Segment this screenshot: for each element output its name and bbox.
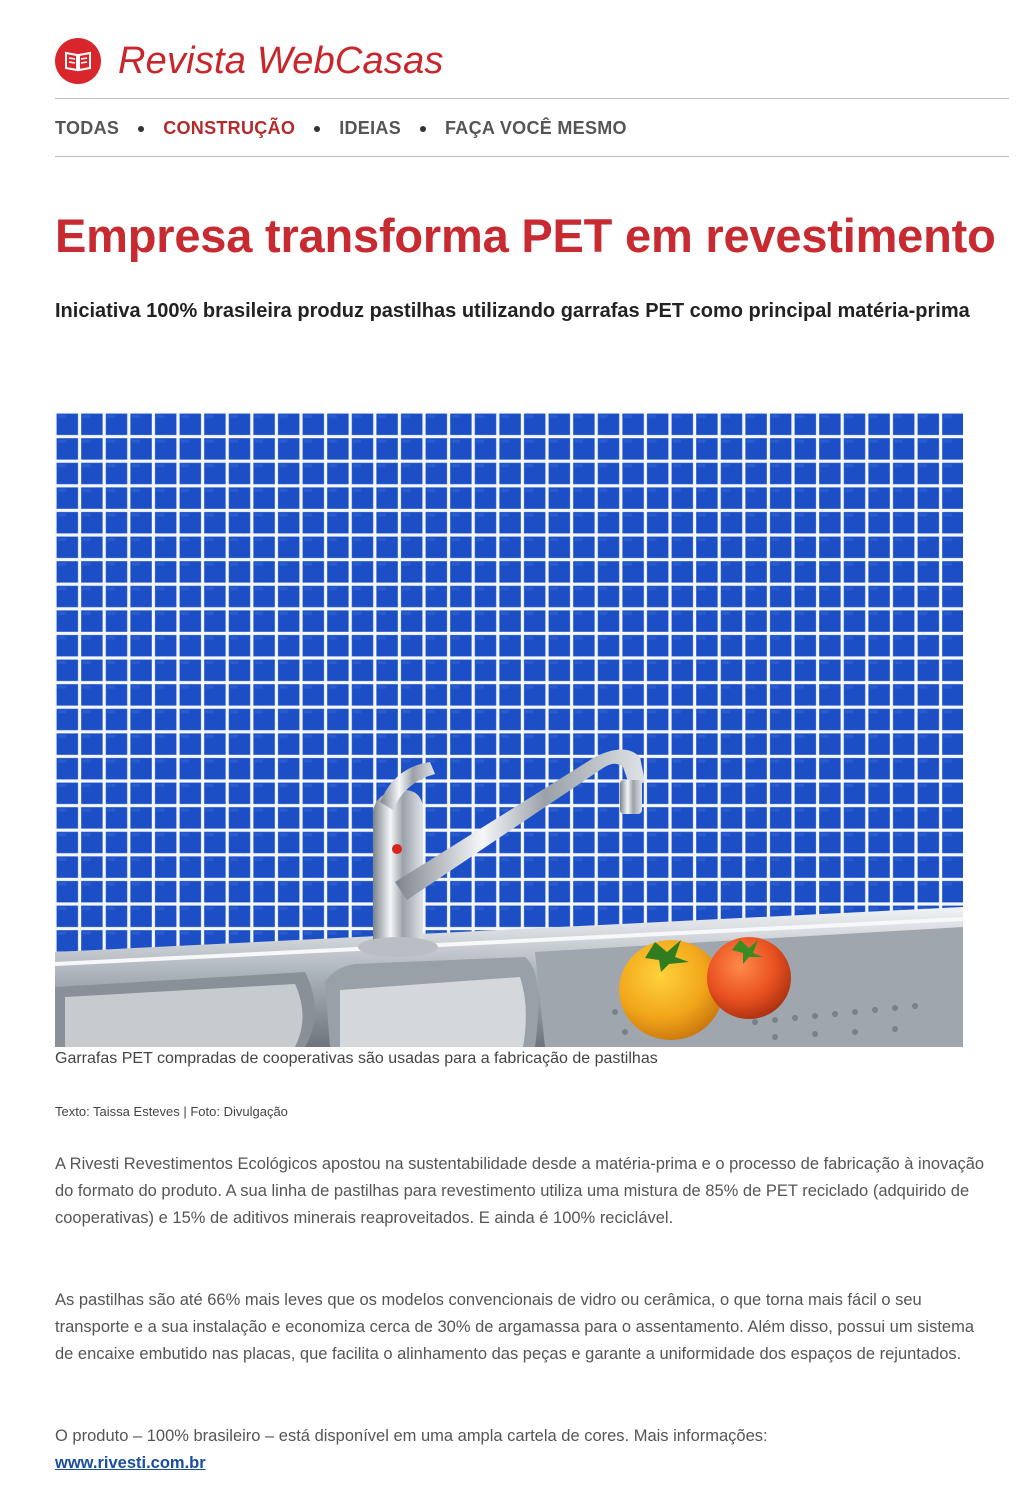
article-paragraph: A Rivesti Revestimentos Ecológicos apostou na sustentabilidade desde a matéria-prima e o processo de fabricação à inovação do formato do produto. A sua linha de pastilhas para revestimento utiliza uma mistura de 85% de PET reciclado (adquirido de cooperativas) e 15% de aditivos minerais reaproveitados. E ainda é 100% reciclável. [55,1155,985,1227]
paragraph-text: O produto – 100% brasileiro – está disponível em uma ampla cartela de cores. Mais informações: [55,1427,768,1445]
nav-item-construcao[interactable]: CONSTRUÇÃO [163,118,296,138]
article-paragraph [55,1423,995,1477]
article-credit: Texto: Taissa Esteves | Foto: Divulgação [55,1104,288,1119]
rivesti-link[interactable]: www.rivesti.com.br [55,1454,206,1472]
article-headline: Empresa transforma PET em revestimento [55,209,996,262]
nav-separator [420,126,426,132]
nav-separator [138,126,144,132]
nav-item-todas[interactable]: TODAS [55,118,120,138]
article-subhead: Iniciativa 100% brasileira produz pastilhas utilizando garrafas PET como principal matéria-prima [55,300,970,322]
site-header [55,38,444,84]
nav-divider [55,156,1009,157]
article-photo [55,412,963,1047]
open-book-icon[interactable] [55,38,101,84]
article-paragraph: As pastilhas são até 66% mais leves que os modelos convencionais de vidro ou cerâmica, o que torna mais fácil o seu transporte e a sua instalação e economiza cerca de 30% de argamassa para o assentamento. Além disso, possui um sistema de encaixe embutido nas placas, que facilita o alinhamento das peças e garante a uniformidade dos espaços de rejuntados. [55,1291,974,1363]
nav-item-faca-voce-mesmo[interactable]: FAÇA VOCÊ MESMO [445,118,627,138]
category-nav [55,118,627,139]
site-title[interactable]: Revista WebCasas [118,39,444,82]
photo-caption: Garrafas PET compradas de cooperativas são usadas para a fabricação de pastilhas [55,1050,658,1067]
nav-item-ideias[interactable]: IDEIAS [339,118,401,138]
nav-separator [314,126,320,132]
header-divider [55,98,1009,99]
